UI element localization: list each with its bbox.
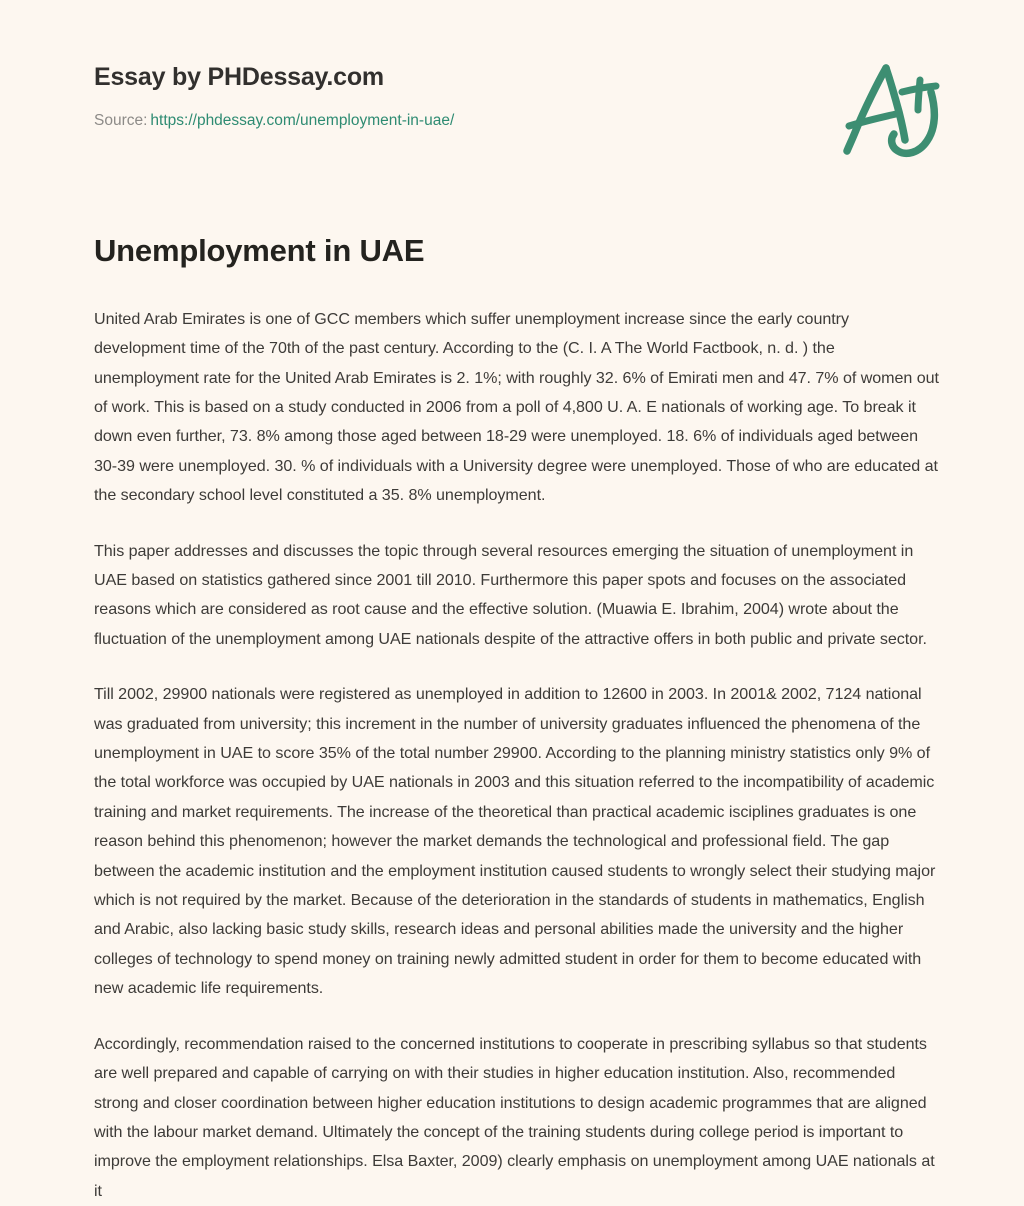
a-plus-logo[interactable] <box>826 52 946 164</box>
page-header <box>0 0 1024 180</box>
brand-title: Essay by PHDessay.com <box>94 63 384 91</box>
paragraph-2: This paper addresses and discusses the topic through several resources emerging the situation of unemployment in UAE based on statistics gathered since 2001 till 2010. Furthermore this paper spots and focuses on the associated reasons which are considered as root cause and the effective solution. (Muawia E. Ibrahim, 2004) wrote about the fluctuation of the unemployment among UAE nationals despite of the attractive offers in both public and private sector. <box>94 541 927 648</box>
paragraph-1: United Arab Emirates is one of GCC members which suffer unemployment increase since the early country development time of the 70th of the past century. According to the (C. I. A The World Factbook, n. d. ) the unemployment rate for the United Arab Emirates is 2. 1%; with roughly 32. 6% of Emirati men and 47. 7% of women out of work. This is based on a study conducted in 2006 from a poll of 4,800 U. A. E nationals of working age. To break it down even further, 73. 8% among those aged between 18-29 were unemployed. 18. 6% of individuals aged between 30-39 were unemployed. 30. % of individuals with a University degree were unemployed. Those of who are educated at the secondary school level constituted a 35. 8% unemployment. <box>94 309 939 505</box>
page-title: Unemployment in UAE <box>94 233 425 268</box>
paragraph-3: Till 2002, 29900 nationals were registered as unemployed in addition to 12600 in 2003. In 2001& 2002, 7124 national was graduated from university; this increment in the number of university graduates influenced the phenomena of the unemployment in UAE to score 35% of the total number 29900. According to the planning ministry statistics only 9% of the total workforce was occupied by UAE nationals in 2003 and this situation referred to the incompatibility of academic training and market requirements. The increase of the theoretical than practical academic isciplines graduates is one reason behind this phenomenon; however the market demands the technological and professional field. The gap between the academic institution and the employment institution caused students to wrongly select their studying major which is not required by the market. Because of the deterioration in the standards of students in mathematics, English and Arabic, also lacking basic study skills, research ideas and personal abilities made the university and the higher colleges of technology to spend money on training newly admitted student in order for them to become educated with new academic life requirements. <box>94 685 936 998</box>
source-url-link[interactable]: https://phdessay.com/unemployment-in-uae/ <box>150 112 455 129</box>
article <box>0 232 1024 1206</box>
source-line <box>94 111 940 131</box>
a-plus-logo-icon <box>826 52 946 164</box>
source-label: Source: <box>94 112 148 129</box>
article-body <box>94 305 940 1206</box>
paragraph-4: Accordingly, recommendation raised to the concerned institutions to cooperate in prescribing syllabus so that students are well prepared and capable of carrying on with their studies in higher education institution. Also, recommended strong and closer coordination between higher education institutions to design academic programmes that are aligned with the labour market demand. Ultimately the concept of the training students during college period is important to improve the employment relationships. Elsa Baxter, 2009) clearly emphasis on unemployment among UAE nationals at it <box>94 1034 935 1200</box>
